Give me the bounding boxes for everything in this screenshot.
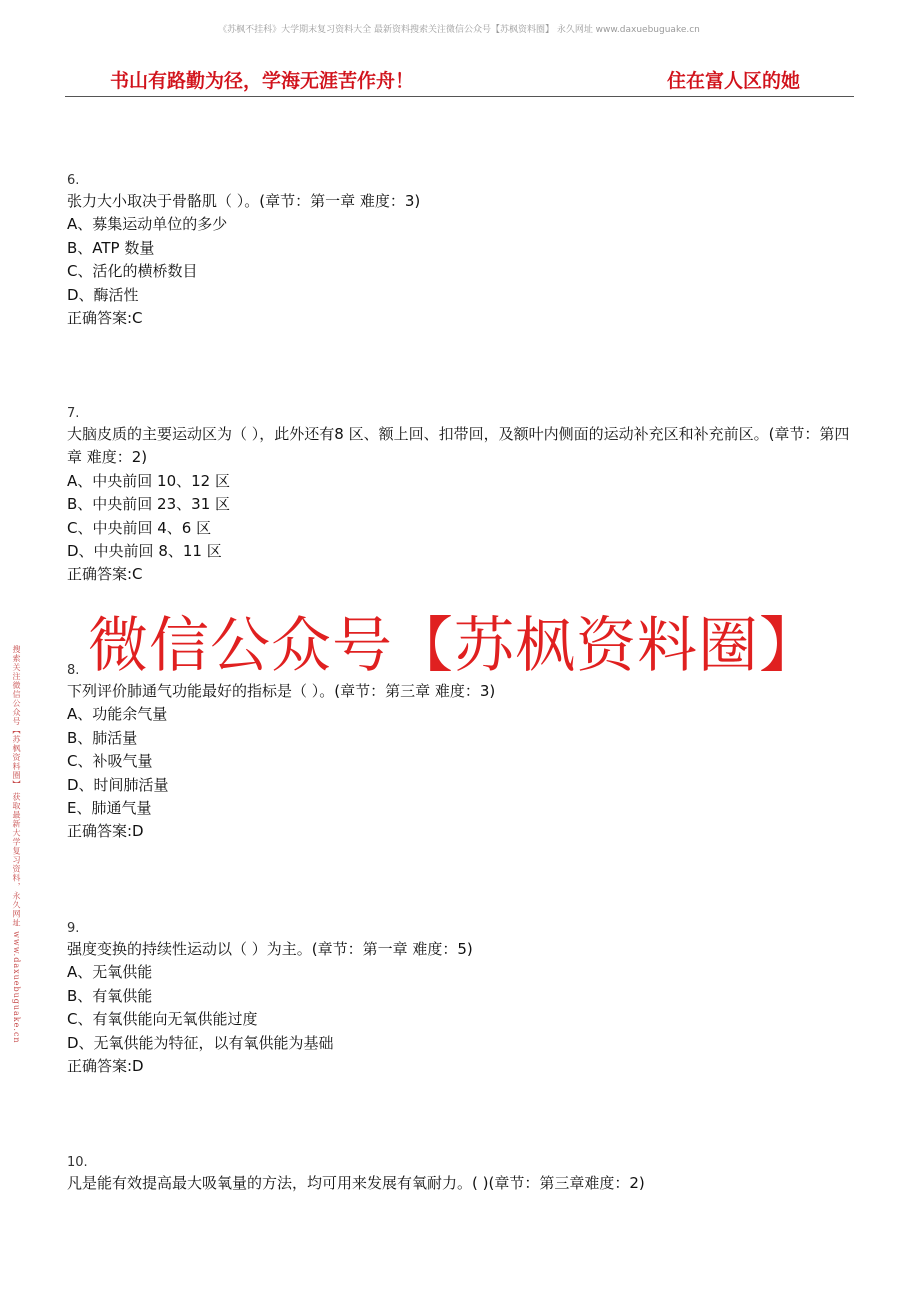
option-b: B、有氧供能 xyxy=(67,986,153,1005)
option-a: A、无氧供能 xyxy=(67,963,153,982)
option-d: D、无氧供能为特征，以有氧供能为基础 xyxy=(67,1033,334,1052)
option-e: E、肺通气量 xyxy=(67,799,152,818)
side-note: 搜索关注微信公众号【苏枫资料圈】 获取最新大学复习资料，永久网址 www.daxuebuguake.cn xyxy=(12,645,21,1044)
question-number: 10. xyxy=(67,1155,88,1170)
option-d: D、酶活性 xyxy=(67,285,139,304)
option-a: A、中央前回 10、12 区 xyxy=(67,471,230,490)
question-stem: 强度变换的持续性运动以（ ）为主。(章节：第一章 难度：5) xyxy=(67,940,473,958)
question-number: 7. xyxy=(67,406,80,421)
question-stem: 凡是能有效提高最大吸氧量的方法，均可用来发展有氧耐力。( )(章节：第三章难度：2) xyxy=(67,1174,645,1192)
question-7 xyxy=(67,405,862,587)
question-10 xyxy=(67,1154,867,1195)
option-a: A、募集运动单位的多少 xyxy=(67,215,228,234)
question-8 xyxy=(67,662,867,844)
option-b: B、肺活量 xyxy=(67,728,138,747)
option-b: B、中央前回 23、31 区 xyxy=(67,495,231,514)
answer: 正确答案:D xyxy=(67,822,144,841)
header-motto: 书山有路勤为径，学海无涯苦作舟！ xyxy=(110,70,415,92)
option-d: D、时间肺活量 xyxy=(67,775,169,794)
option-c: C、有氧供能向无氧供能过度 xyxy=(67,1010,258,1029)
question-stem: 大脑皮质的主要运动区为（ ），此外还有8 区、额上回、扣带回，及额叶内侧面的运动补充区和补充前区。(章节：第四章 难度：2) xyxy=(67,425,850,467)
question-9 xyxy=(67,920,867,1078)
option-d: D、中央前回 8、11 区 xyxy=(67,542,222,561)
question-stem: 下列评价肺通气功能最好的指标是（ ）。(章节：第三章 难度：3) xyxy=(67,682,496,700)
header-right-text: 住在富人区的她 xyxy=(667,70,801,92)
answer: 正确答案:C xyxy=(67,565,143,584)
question-stem: 张力大小取决于骨骼肌（ ）。(章节：第一章 难度：3) xyxy=(67,192,421,210)
option-a: A、功能余气量 xyxy=(67,705,168,724)
answer: 正确答案:C xyxy=(67,309,143,328)
top-note: 《苏枫不挂科》大学期末复习资料大全 最新资料搜索关注微信公众号【苏枫资料圈】 永久网址 www.daxuebuguake.cn xyxy=(218,25,700,35)
watermark-banner: 微信公众号【苏枫资料圈】 xyxy=(88,611,820,681)
question-6 xyxy=(67,172,867,330)
question-number: 6. xyxy=(67,173,80,188)
header-divider xyxy=(65,96,854,97)
answer: 正确答案:D xyxy=(67,1057,144,1076)
option-c: C、活化的横桥数目 xyxy=(67,262,198,281)
option-c: C、补吸气量 xyxy=(67,752,153,771)
option-c: C、中央前回 4、6 区 xyxy=(67,518,212,537)
option-b: B、ATP 数量 xyxy=(67,238,155,257)
question-number: 9. xyxy=(67,921,80,936)
question-number: 8. xyxy=(67,663,80,678)
